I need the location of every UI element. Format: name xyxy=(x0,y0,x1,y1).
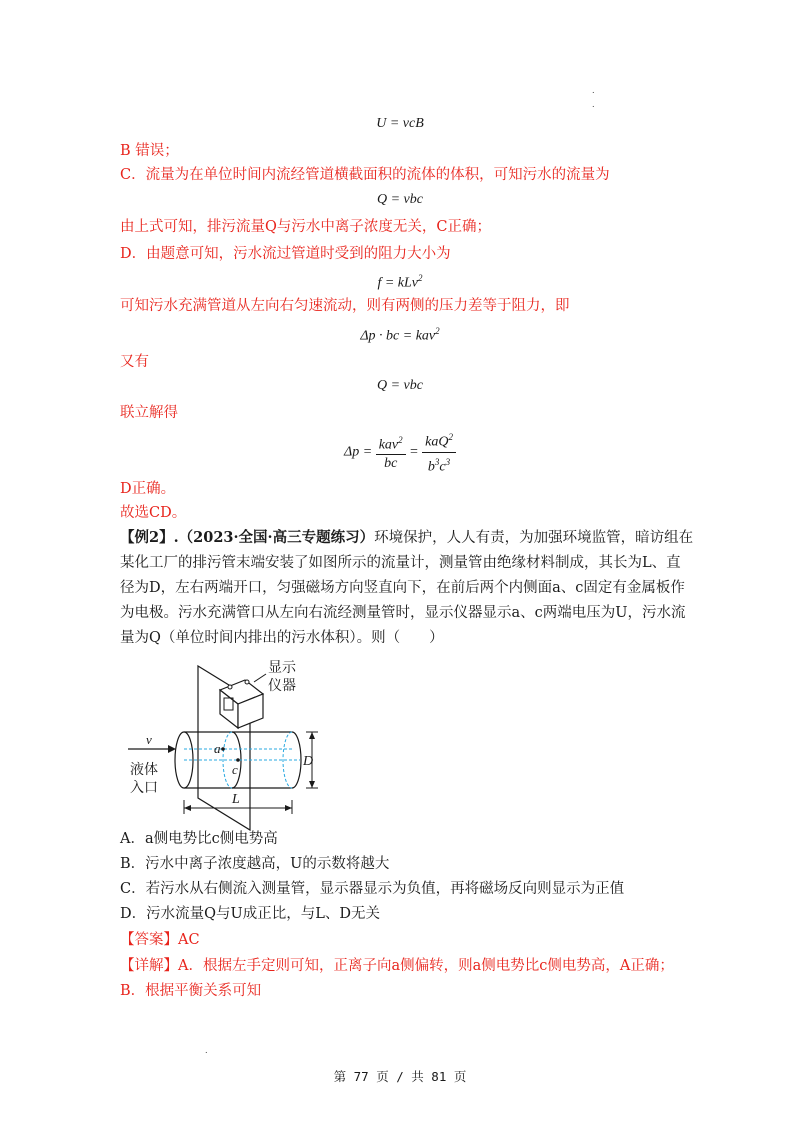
inlet-label-2: 入口 xyxy=(130,780,158,796)
fraction-2-den-b: b xyxy=(427,459,435,475)
label-L: L xyxy=(232,792,240,807)
example-tag: 【例2】. xyxy=(120,529,179,546)
equation-u: U = vcB xyxy=(376,116,424,131)
fraction-2 xyxy=(422,428,456,476)
equation-dp-exp: 2 xyxy=(435,326,440,336)
label-D: D xyxy=(303,754,314,769)
equation-dp-body: Δp · bc = kav xyxy=(360,328,436,344)
text-d-balance: 可知污水充满管道从左向右匀速流动，则有两侧的压力差等于阻力，即 xyxy=(120,298,570,314)
fraction-1 xyxy=(376,431,406,474)
margin-dot: . xyxy=(592,86,595,95)
fraction-1-num-exp: 2 xyxy=(398,434,403,445)
equation-final-eq: = xyxy=(409,444,419,460)
equation-q1: Q = vbc xyxy=(377,192,423,207)
fraction-2-num-exp: 2 xyxy=(448,432,453,442)
page-footer: 第 77 页 / 共 81 页 xyxy=(333,1069,467,1084)
example-line-5: 量为Q（单位时间内排出的污水体积）。则（ ） xyxy=(120,630,444,646)
display-label-2: 仪器 xyxy=(268,678,296,694)
label-c: c xyxy=(232,762,238,777)
display-label-1: 显示 xyxy=(268,660,296,676)
pipe-cylinder xyxy=(175,732,301,788)
detail-line-2: B．根据平衡关系可知 xyxy=(120,983,262,999)
equation-f-body: f = kLv xyxy=(377,275,419,291)
equation-final-lhs: Δp = xyxy=(344,444,373,460)
option-a: A．a侧电势比c侧电势高 xyxy=(120,831,278,847)
display-leader xyxy=(254,674,266,682)
text-also: 又有 xyxy=(120,354,149,370)
example-line-1 xyxy=(120,528,694,548)
text-c-conclude: 由上式可知，排污流量Q与污水中离子浓度无关，C正确； xyxy=(120,219,491,235)
display-instrument xyxy=(220,680,263,728)
equation-dp xyxy=(0,321,800,347)
detail-text-1: A．根据左手定则可知，正离子向a侧偏转，则a侧电势比c侧电势高，A正确； xyxy=(178,958,674,974)
option-d: D．污水流量Q与U成正比，与L、D无关 xyxy=(120,906,380,922)
fraction-2-den-c-exp: 3 xyxy=(445,456,451,467)
example-line-4: 为电极。污水充满管口从左向右流经测量管时，显示仪器显示a、c两端电压为U，污水流 xyxy=(120,605,686,621)
equation-f xyxy=(0,268,800,294)
fraction-2-num: kaQ xyxy=(425,434,449,450)
text-d-correct: D正确。 xyxy=(120,481,176,497)
option-b: B．污水中离子浓度越高，U的示数将越大 xyxy=(120,856,390,872)
detail-tag: 【详解】 xyxy=(120,958,178,974)
equation-final xyxy=(0,428,800,476)
margin-dot: . xyxy=(205,1046,208,1055)
example-line-3: 径为D，左右两端开口，匀强磁场方向竖直向下，在前后两个内侧面a、c固定有金属板作 xyxy=(120,580,685,596)
equation-q2: Q = vbc xyxy=(377,378,423,393)
margin-dot: . xyxy=(592,100,595,109)
flowmeter-diagram xyxy=(120,660,340,840)
equation-f-exp: 2 xyxy=(418,273,423,283)
text-choose: 故选CD。 xyxy=(120,505,187,521)
text-d-intro: D．由题意可知，污水流过管道时受到的阻力大小为 xyxy=(120,246,451,262)
example-source: （2023·全国·高三专题练习） xyxy=(178,529,375,546)
answer-line xyxy=(120,930,680,950)
fraction-2-den-c: c xyxy=(439,459,446,475)
label-a: a xyxy=(214,741,221,756)
text-solve: 联立解得 xyxy=(120,405,178,421)
fraction-2-den-b-exp: 3 xyxy=(434,456,440,467)
example-line-2: 某化工厂的排污管末端安装了如图所示的流量计，测量管由绝缘材料制成，其长为L、直 xyxy=(120,555,681,571)
detail-line-1 xyxy=(120,956,680,976)
answer-tag: 【答案】 xyxy=(120,932,178,948)
answer-value: AC xyxy=(178,932,200,948)
inlet-label-1: 液体 xyxy=(130,762,158,778)
option-c: C．若污水从右侧流入测量管，显示器显示为负值，再将磁场反向则显示为正值 xyxy=(120,881,625,897)
fraction-1-den: bc xyxy=(384,456,398,472)
label-v: v xyxy=(146,732,152,747)
text-b-wrong: B 错误； xyxy=(120,143,179,159)
example-line-1-rest: 环境保护，人人有责，为加强环境监管，暗访组在 xyxy=(374,530,694,546)
fraction-1-num: kav xyxy=(378,437,399,453)
text-c-flow: C．流量为在单位时间内流经管道横截面积的流体的体积，可知污水的流量为 xyxy=(120,167,610,183)
